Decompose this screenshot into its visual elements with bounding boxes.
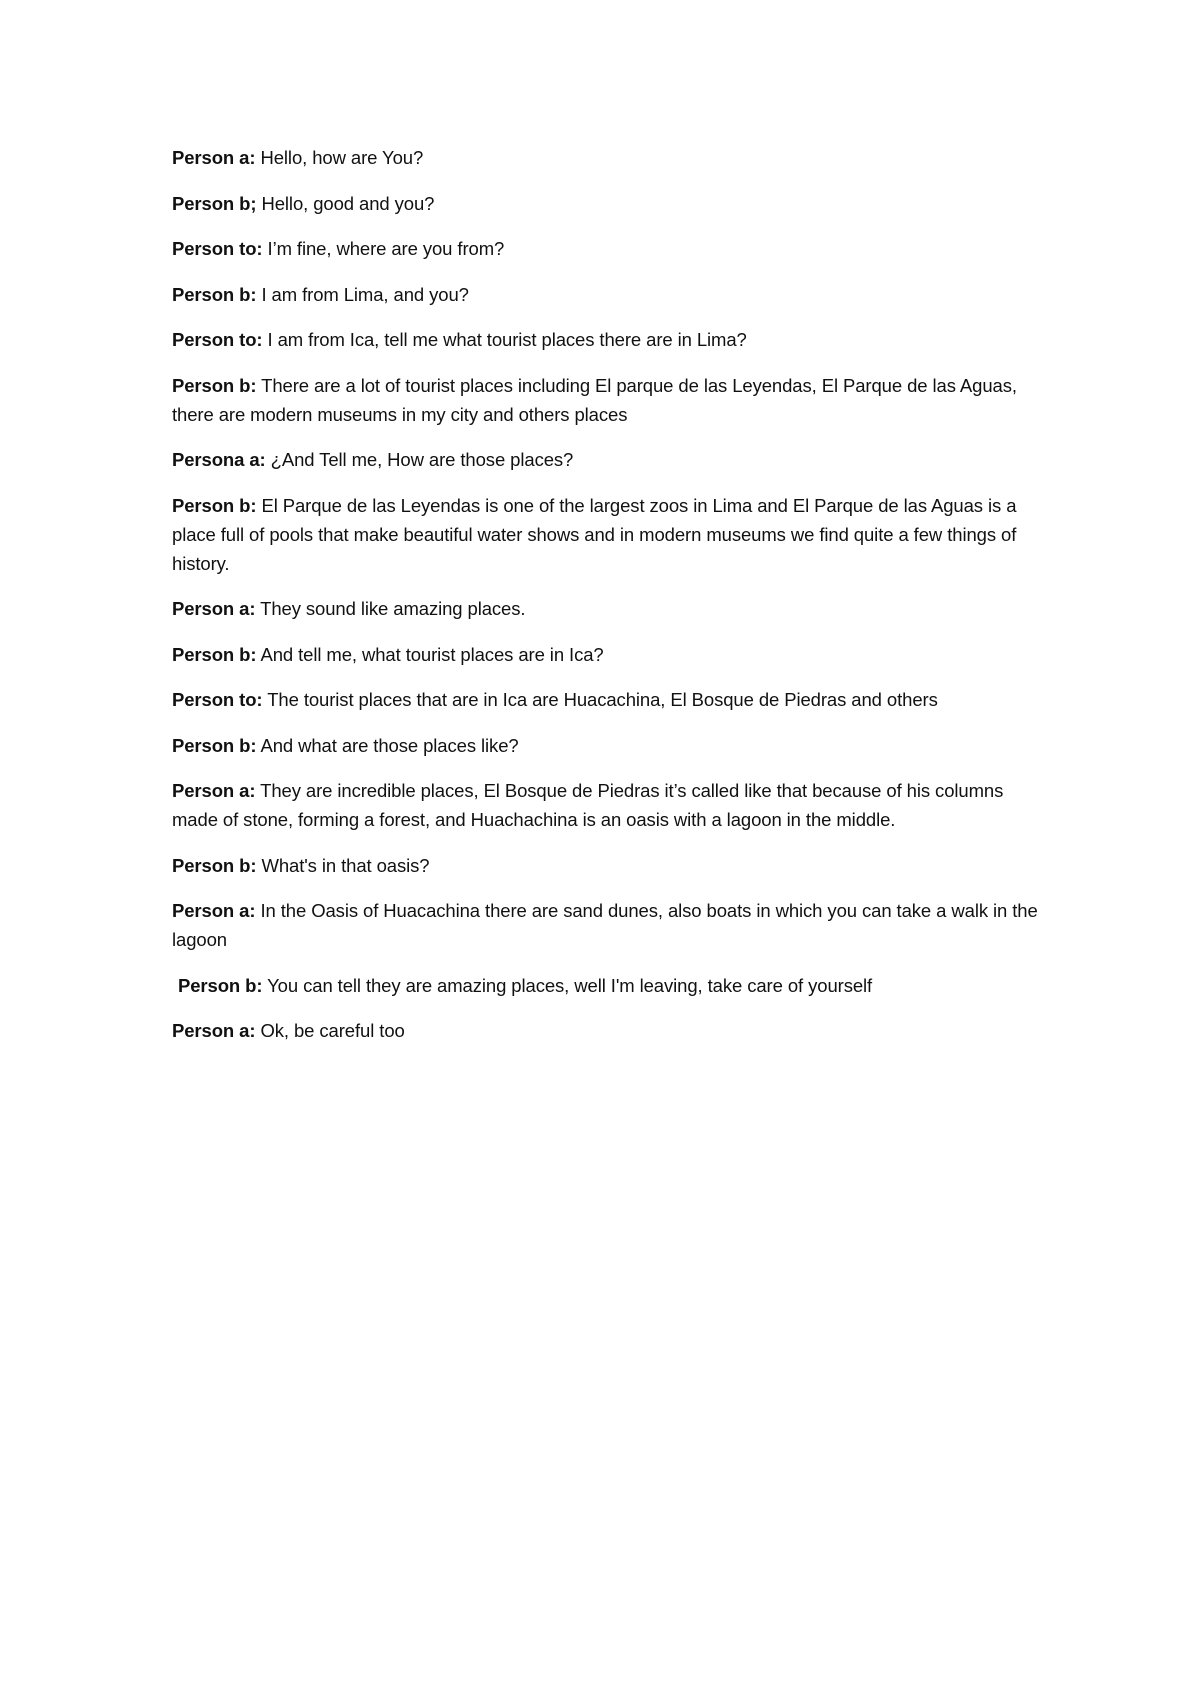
line-text: What's in that oasis? [261, 854, 430, 876]
speaker-label: Person a: [172, 147, 256, 168]
speaker-label: Person to: [172, 689, 263, 710]
dialogue-line [172, 594, 1052, 623]
line-text: Hello, how are You? [260, 147, 424, 168]
line-text: Hello, good and you? [261, 192, 435, 214]
speaker-label: Person b: [172, 643, 257, 665]
speaker-label: Person b: [172, 374, 257, 396]
speaker-label: Person b: [172, 734, 257, 756]
speaker-label: Person b: [178, 974, 263, 996]
line-text: I am from Lima, and you? [261, 283, 469, 305]
dialogue-line [172, 445, 1052, 474]
speaker-label: Person a: [172, 900, 256, 921]
speaker-label: Person a: [172, 780, 256, 801]
dialogue-line [172, 971, 1052, 1000]
line-text: The tourist places that are in Ica are Huacachina, El Bosque de Piedras and others [267, 689, 938, 710]
line-text: And tell me, what tourist places are in Ica? [260, 643, 604, 665]
line-text: And what are those places like? [260, 734, 519, 756]
dialogue-line [172, 325, 1052, 354]
line-text: El Parque de las Leyendas is one of the largest zoos in Lima and El Parque de las Aguas is a place full of pools that make beautiful water shows and in modern museums we find quite a few things of history. [172, 494, 1017, 574]
dialogue-line [172, 189, 1052, 218]
dialogue-line [172, 640, 1052, 669]
dialogue-line [172, 491, 1052, 578]
speaker-label: Person a: [172, 598, 256, 619]
dialogue-line [172, 776, 1052, 834]
dialogue-line [172, 280, 1052, 309]
dialogue-transcript [172, 143, 1052, 1062]
dialogue-line [172, 851, 1052, 880]
speaker-label: Person b: [172, 283, 257, 305]
speaker-label: Person to: [172, 329, 263, 350]
line-text: In the Oasis of Huacachina there are sand dunes, also boats in which you can take a walk in the lagoon [172, 900, 1038, 950]
line-text: ¿And Tell me, How are those places? [270, 449, 574, 470]
dialogue-line [172, 896, 1052, 954]
line-text: Ok, be careful too [260, 1020, 405, 1041]
line-text: They sound like amazing places. [260, 598, 526, 619]
speaker-label: Person a: [172, 1020, 256, 1041]
dialogue-line [172, 731, 1052, 760]
line-text: You can tell they are amazing places, well I'm leaving, take care of yourself [267, 974, 873, 996]
dialogue-line [172, 234, 1052, 263]
dialogue-line [172, 371, 1052, 429]
line-text: I’m fine, where are you from? [267, 238, 505, 259]
line-text: I am from Ica, tell me what tourist places there are in Lima? [267, 329, 747, 350]
speaker-label: Person b: [172, 854, 257, 876]
dialogue-line [172, 1016, 1052, 1045]
speaker-label: Persona a: [172, 449, 266, 470]
speaker-label: Person to: [172, 238, 263, 259]
dialogue-line [172, 685, 1052, 714]
line-text: They are incredible places, El Bosque de Piedras it’s called like that because of his columns made of stone, forming a forest, and Huachachina is an oasis with a lagoon in the middle. [172, 780, 1004, 830]
dialogue-line [172, 143, 1052, 172]
speaker-label: Person b; [172, 192, 257, 214]
line-text: There are a lot of tourist places including El parque de las Leyendas, El Parque de las Aguas, there are modern museums in my city and others places [172, 374, 1017, 425]
speaker-label: Person b: [172, 494, 257, 516]
